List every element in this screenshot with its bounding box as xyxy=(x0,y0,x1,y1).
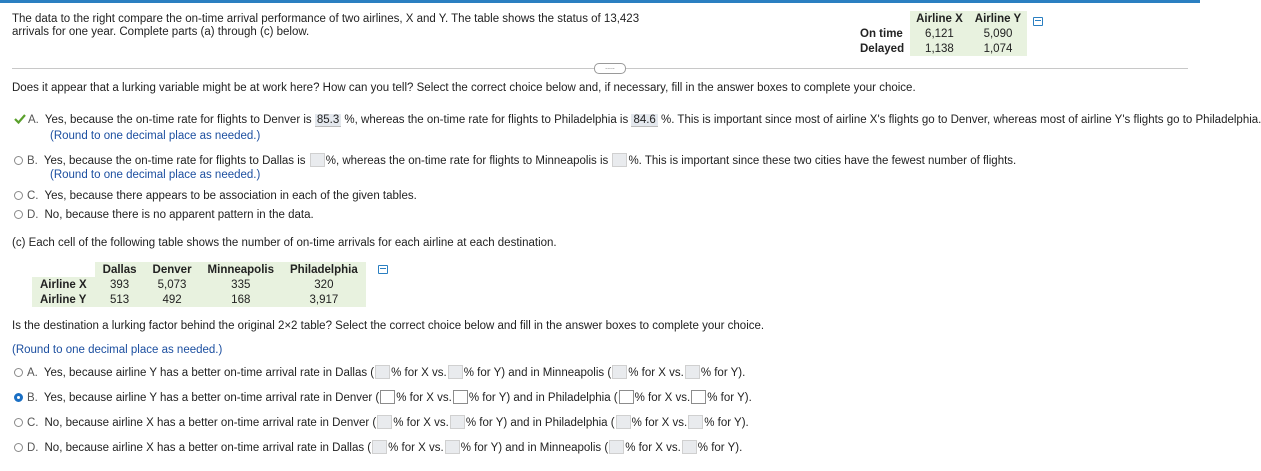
cell-y-denver: 492 xyxy=(145,292,200,307)
cell-x-ontime: 6,121 xyxy=(910,26,969,41)
option-text: % for Y) and in Minneapolis ( xyxy=(463,367,612,379)
option-letter: D. xyxy=(27,442,39,454)
x-rate-input-1[interactable] xyxy=(372,440,387,454)
row-label-delayed: Delayed xyxy=(854,41,910,56)
option-text: Yes, because there appears to be association in each of the given tables. xyxy=(44,190,417,202)
option-text: %, whereas the on-time rate for flights to Philadelphia is xyxy=(341,114,632,126)
row-airline-y: Airline Y xyxy=(32,292,95,307)
x-rate-input-1[interactable] xyxy=(375,365,390,379)
row-airline-x: Airline X xyxy=(32,277,95,292)
option-letter: C. xyxy=(27,190,39,202)
radio-d[interactable] xyxy=(14,210,23,219)
problem-intro: The data to the right compare the on-time arrival performance of two airlines, X and Y. The table shows the status of 13,423 arrivals for one year. Complete parts (a) through (c) below. xyxy=(12,13,640,38)
option-text: % for Y). xyxy=(700,367,746,379)
option-text: % for X vs. xyxy=(631,417,688,429)
part-c-intro: (c) Each cell of the following table shows the number of on-time arrivals for each airline at each destination. xyxy=(12,237,557,249)
option-text: No, because there is no apparent pattern in the data. xyxy=(44,209,314,221)
cell-x-dallas: 393 xyxy=(95,277,145,292)
lurking-option-d[interactable] xyxy=(14,209,314,221)
option-text: % for Y) and in Philadelphia ( xyxy=(468,392,618,404)
option-text: %. This is important since most of airline X's flights go to Denver, whereas most of airline Y's flights go to Philadelphia. xyxy=(657,114,1261,126)
factor-option-c[interactable] xyxy=(14,415,749,429)
option-letter: D. xyxy=(27,209,39,221)
option-text: % for X vs. xyxy=(393,417,449,429)
copy-table-icon[interactable] xyxy=(1033,17,1043,26)
radio-a[interactable] xyxy=(14,368,23,377)
radio-b[interactable] xyxy=(14,156,23,165)
option-text: Yes, because the on-time rate for flights to Denver is xyxy=(44,114,315,126)
lurking-option-c[interactable] xyxy=(14,190,417,202)
option-text: % for Y). xyxy=(697,442,743,454)
col-airline-x: Airline X xyxy=(910,11,969,26)
option-text: % for X vs. xyxy=(634,392,691,404)
factor-option-b[interactable] xyxy=(14,390,752,404)
answer-denver-rate[interactable]: 85.3 xyxy=(316,114,340,126)
destination-table xyxy=(32,262,366,307)
radio-b-selected[interactable] xyxy=(14,393,23,402)
lurking-question: Does it appear that a lurking variable might be at work here? How can you tell? Select the correct choice below and, if necessary, fill in the answer boxes to complete your choice. xyxy=(12,82,916,94)
option-text: % for Y). xyxy=(704,417,749,429)
cell-y-philadelphia: 3,917 xyxy=(282,292,366,307)
y-rate-input-2[interactable] xyxy=(688,415,703,429)
y-rate-input-1[interactable] xyxy=(453,390,468,404)
x-rate-input-2[interactable] xyxy=(616,415,631,429)
expand-button[interactable]: ..... xyxy=(594,63,626,74)
cell-x-philadelphia: 320 xyxy=(282,277,366,292)
factor-option-a[interactable] xyxy=(14,365,745,379)
answer-philadelphia-rate[interactable]: 84.6 xyxy=(633,114,656,126)
row-label-ontime: On time xyxy=(854,26,910,41)
y-rate-input-2[interactable] xyxy=(685,365,700,379)
factor-question: Is the destination a lurking factor behind the original 2×2 table? Select the correct choice below and fill in the answer boxes to complete your choice. xyxy=(12,320,765,332)
option-text: % for Y) and in Minneapolis ( xyxy=(460,442,609,454)
cell-y-minneapolis: 168 xyxy=(200,292,282,307)
factor-round-note: (Round to one decimal place as needed.) xyxy=(12,344,223,356)
option-text: % for X vs. xyxy=(396,392,452,404)
col-philadelphia: Philadelphia xyxy=(282,262,366,277)
round-note-a: (Round to one decimal place as needed.) xyxy=(50,130,261,142)
cell-x-minneapolis: 335 xyxy=(200,277,282,292)
cell-x-delayed: 1,138 xyxy=(910,41,969,56)
y-rate-input-1[interactable] xyxy=(450,415,465,429)
cell-y-delayed: 1,074 xyxy=(969,41,1027,56)
option-text: % for X vs. xyxy=(625,442,681,454)
y-rate-input-2[interactable] xyxy=(691,390,706,404)
x-rate-input-1[interactable] xyxy=(380,390,395,404)
option-text: % for Y) and in Philadelphia ( xyxy=(465,417,615,429)
option-text: % for X vs. xyxy=(628,367,684,379)
minneapolis-rate-input[interactable] xyxy=(612,153,627,167)
x-rate-input-2[interactable] xyxy=(612,365,627,379)
option-text: No, because airline X has a better on-time arrival rate in Denver ( xyxy=(44,417,377,429)
radio-d[interactable] xyxy=(14,443,23,452)
col-dallas: Dallas xyxy=(95,262,145,277)
cell-y-ontime: 5,090 xyxy=(969,26,1027,41)
x-rate-input-2[interactable] xyxy=(619,390,634,404)
y-rate-input-1[interactable] xyxy=(448,365,463,379)
radio-c[interactable] xyxy=(14,191,23,200)
option-letter: A. xyxy=(27,367,38,379)
summary-table xyxy=(854,11,1027,56)
col-minneapolis: Minneapolis xyxy=(200,262,282,277)
option-text: Yes, because airline Y has a better on-time arrival rate in Denver ( xyxy=(43,392,380,404)
option-letter: B. xyxy=(27,392,38,404)
option-text: Yes, because the on-time rate for flights to Dallas is xyxy=(43,155,309,167)
option-letter: B. xyxy=(27,155,38,167)
option-letter: C. xyxy=(27,417,39,429)
option-letter: A. xyxy=(28,114,39,126)
y-rate-input-1[interactable] xyxy=(445,440,460,454)
summary-corner xyxy=(854,11,910,26)
option-text: % for X vs. xyxy=(388,442,444,454)
option-text: % for X vs. xyxy=(391,367,447,379)
x-rate-input-1[interactable] xyxy=(377,415,392,429)
option-text: Yes, because airline Y has a better on-time arrival rate in Dallas ( xyxy=(43,367,375,379)
lurking-option-a[interactable] xyxy=(14,114,1261,127)
top-accent-bar xyxy=(0,0,1200,3)
copy-table-icon[interactable] xyxy=(378,265,388,274)
x-rate-input-2[interactable] xyxy=(609,440,624,454)
correct-check-icon xyxy=(14,114,26,124)
round-note-b: (Round to one decimal place as needed.) xyxy=(50,169,261,181)
cell-y-dallas: 513 xyxy=(95,292,145,307)
col-airline-y: Airline Y xyxy=(969,11,1027,26)
col-denver: Denver xyxy=(145,262,200,277)
option-text: %, whereas the on-time rate for flights to Minneapolis is xyxy=(325,155,612,167)
factor-option-d[interactable] xyxy=(14,440,742,454)
y-rate-input-2[interactable] xyxy=(682,440,697,454)
dallas-rate-input[interactable] xyxy=(310,153,325,167)
cell-x-denver: 5,073 xyxy=(145,277,200,292)
option-text: No, because airline X has a better on-time arrival rate in Dallas ( xyxy=(44,442,372,454)
lurking-option-b[interactable] xyxy=(14,153,1016,167)
dest-corner xyxy=(32,262,95,277)
radio-c[interactable] xyxy=(14,418,23,427)
option-text: % for Y). xyxy=(707,392,752,404)
option-text: %. This is important since these two cities have the fewest number of flights. xyxy=(628,155,1017,167)
